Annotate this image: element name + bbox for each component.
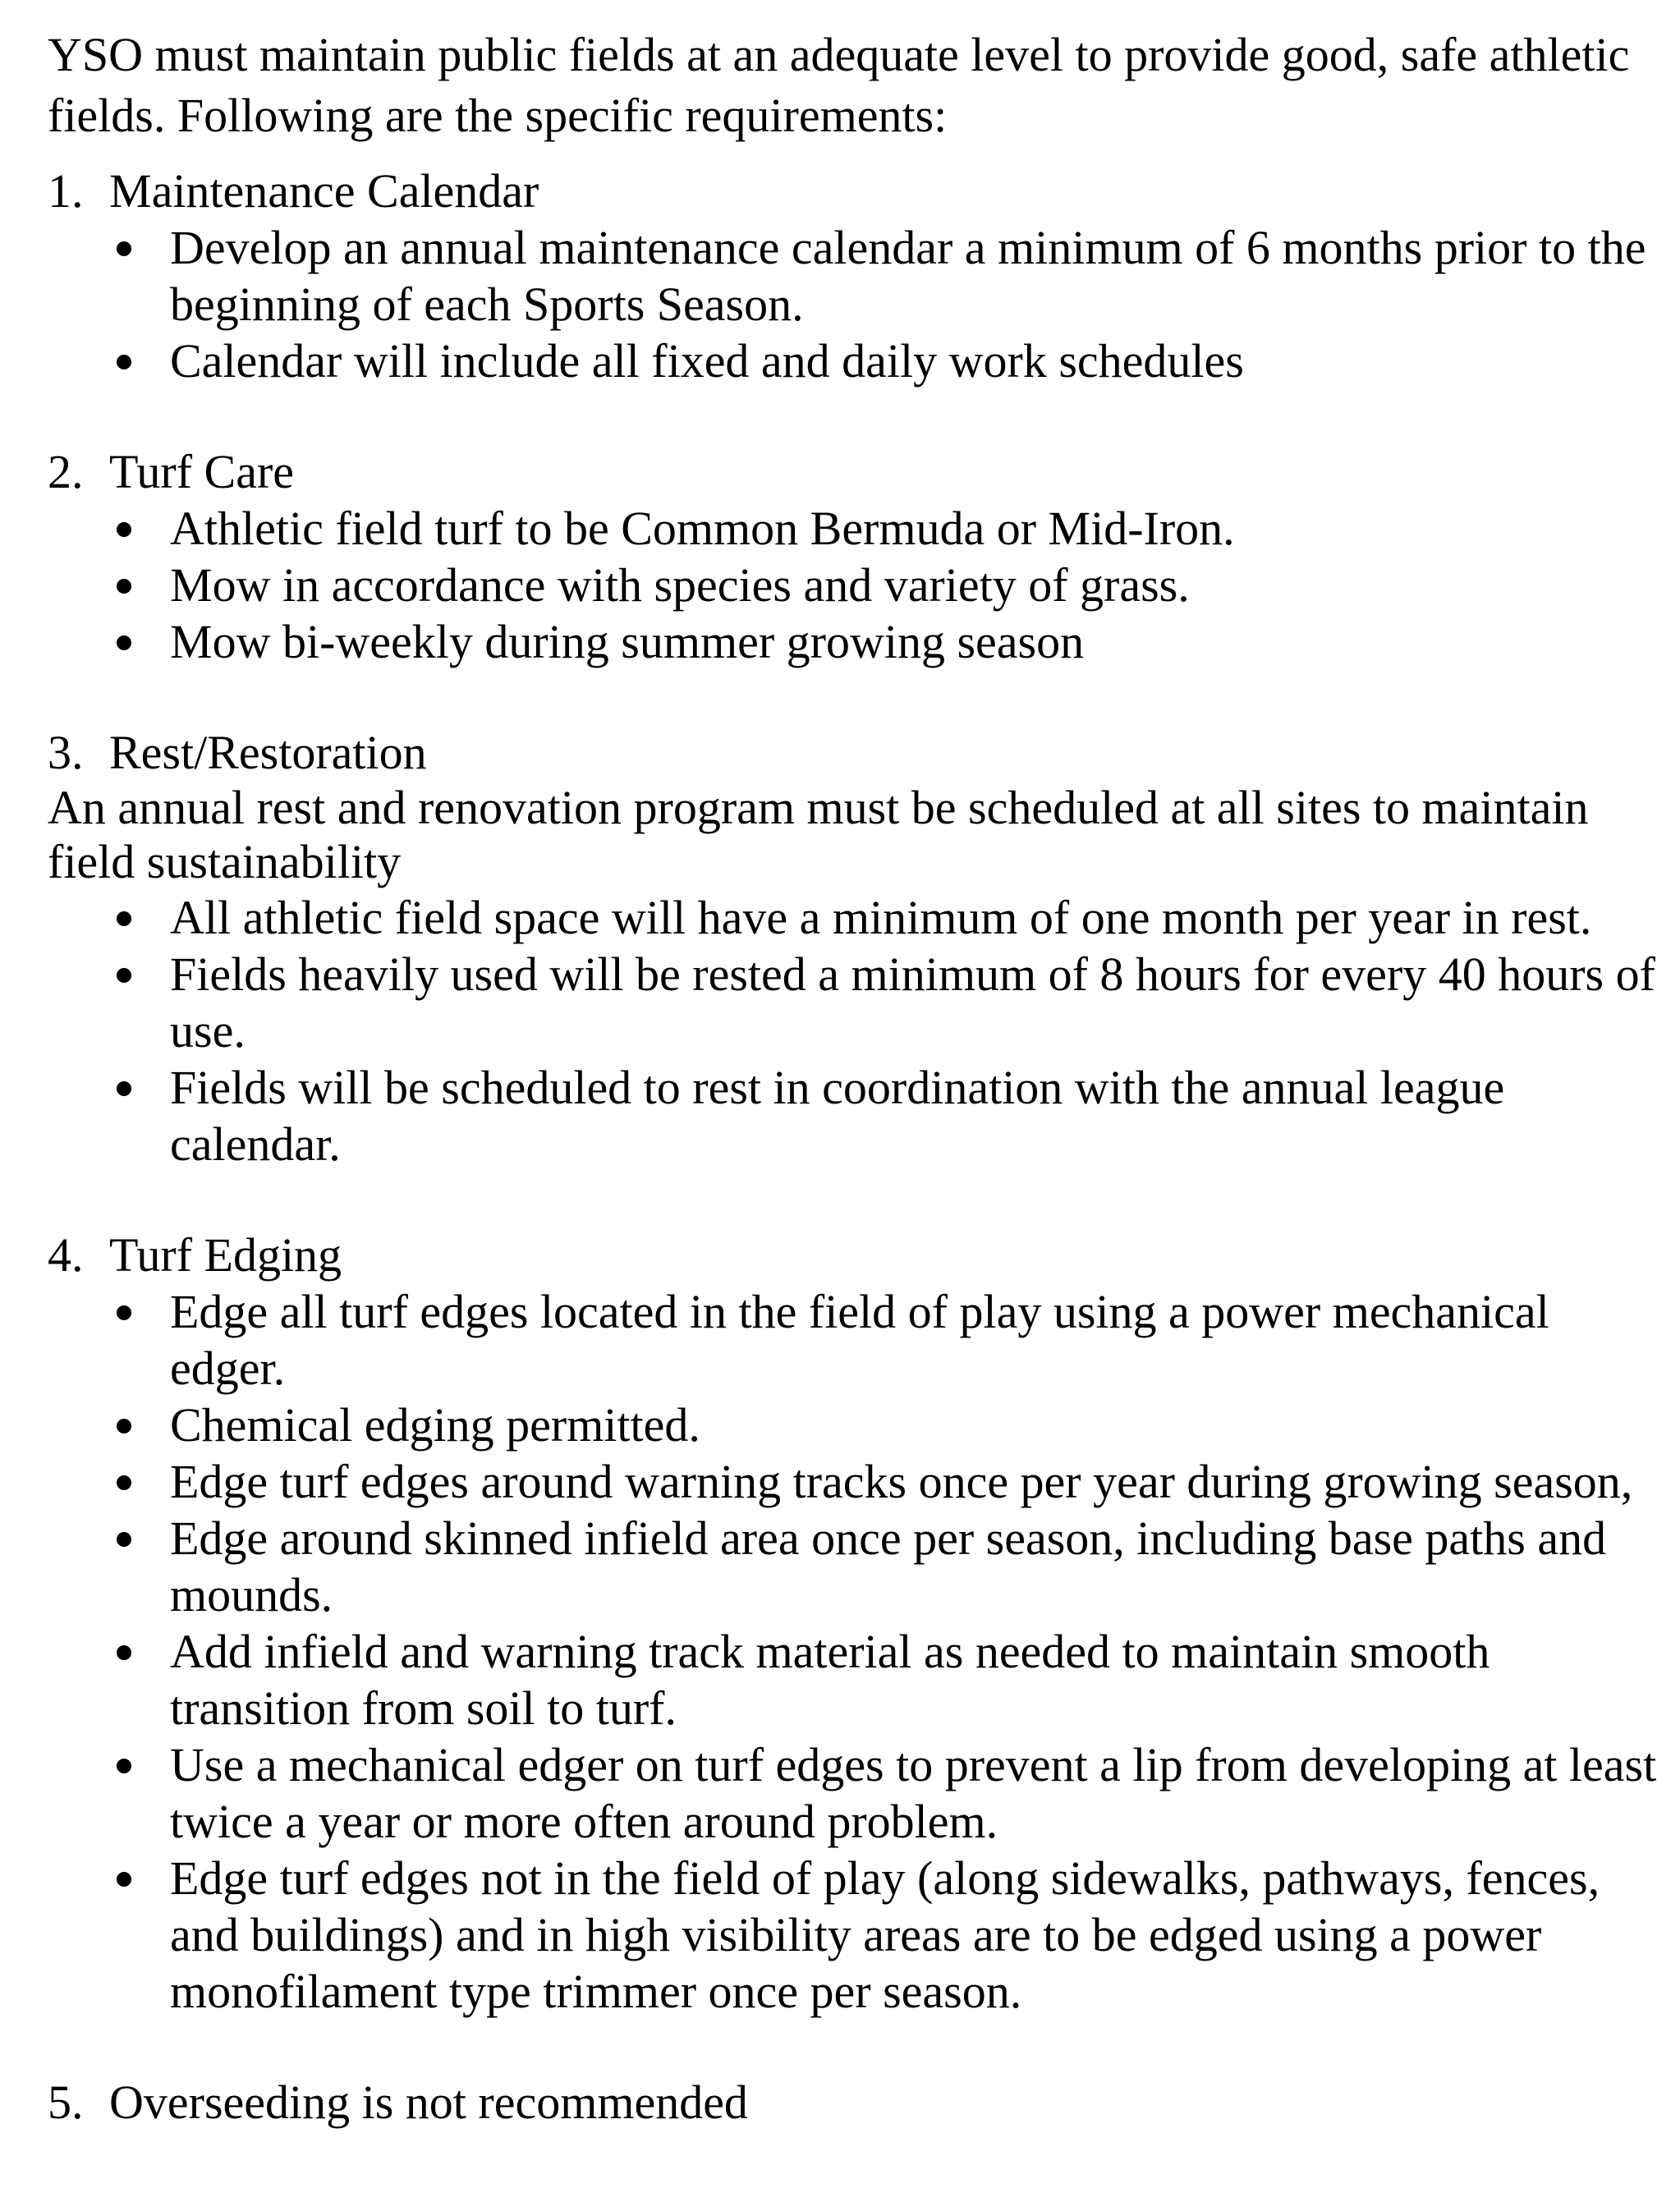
bullet-text: Chemical edging permitted.: [170, 1398, 700, 1452]
bullet-icon: [117, 1759, 131, 1773]
bullet-item: [48, 889, 1657, 946]
section-description: An annual rest and renovation program must be scheduled at all sites to maintain field sustainability: [48, 781, 1589, 888]
section-number: 1.: [48, 164, 84, 218]
bullet-icon: [117, 1872, 131, 1887]
section-number: 5.: [48, 2076, 84, 2129]
bullet-icon: [117, 241, 131, 256]
bullet-icon: [117, 968, 131, 983]
bullet-text: Edge around skinned infield area once per season, including base paths and mounds.: [170, 1511, 1607, 1622]
bullet-list: [48, 219, 1657, 389]
section-turf-edging: [48, 1227, 1657, 2020]
bullet-icon: [117, 579, 131, 594]
section-title: Maintenance Calendar: [109, 164, 539, 218]
bullet-text: Athletic field turf to be Common Bermuda or Mid-Iron.: [170, 502, 1235, 555]
section-title: Turf Care: [109, 445, 295, 498]
bullet-item: [48, 1397, 1657, 1453]
section-rest-restoration: [48, 724, 1657, 1172]
section-number: 3.: [48, 726, 84, 779]
bullet-text: Mow in accordance with species and variety of grass.: [170, 558, 1190, 612]
bullet-text: Calendar will include all fixed and daily work schedules: [170, 334, 1244, 388]
bullet-text: Develop an annual maintenance calendar a minimum of 6 months prior to the beginning of each Sports Season.: [170, 221, 1646, 331]
bullet-item: [48, 333, 1657, 389]
bullet-list: [48, 1283, 1657, 2020]
bullet-icon: [117, 1475, 131, 1490]
bullet-icon: [117, 522, 131, 537]
section-title: Overseeding is not recommended: [109, 2076, 748, 2129]
bullet-icon: [117, 635, 131, 650]
bullet-list: [48, 500, 1657, 670]
section-heading: [48, 724, 1657, 781]
bullet-item: [48, 1510, 1657, 1623]
section-heading: [48, 1227, 1657, 1283]
bullet-item: [48, 1623, 1657, 1736]
bullet-icon: [117, 1081, 131, 1096]
section-title: Turf Edging: [109, 1228, 342, 1282]
bullet-icon: [117, 355, 131, 369]
bullet-item: [48, 557, 1657, 613]
bullet-text: Add infield and warning track material as needed to maintain smooth transition from soil to turf.: [170, 1625, 1490, 1735]
bullet-item: [48, 1059, 1657, 1172]
bullet-text: Edge turf edges around warning tracks once per year during growing season,: [170, 1455, 1633, 1508]
bullet-icon: [117, 911, 131, 926]
bullet-item: [48, 1850, 1657, 2020]
bullet-item: [48, 500, 1657, 557]
bullet-icon: [117, 1305, 131, 1320]
bullet-item: [48, 946, 1657, 1059]
bullet-text: Use a mechanical edger on turf edges to prevent a lip from developing at least twice a year or more often around problem.: [170, 1738, 1657, 1848]
bullet-icon: [117, 1645, 131, 1660]
section-turf-care: [48, 443, 1657, 670]
document-body: [48, 25, 1657, 2131]
section-heading: [48, 443, 1657, 500]
intro-paragraph: YSO must maintain public fields at an adequate level to provide good, safe athletic fields. Following are the specific requirements:: [48, 28, 1630, 142]
section-overseeding: [48, 2074, 1657, 2131]
bullet-text: Fields heavily used will be rested a minimum of 8 hours for every 40 hours of use.: [170, 947, 1655, 1057]
section-number: 2.: [48, 445, 84, 498]
bullet-item: [48, 1283, 1657, 1397]
bullet-item: [48, 1453, 1657, 1510]
section-title: Rest/Restoration: [109, 726, 427, 779]
bullet-list: [48, 889, 1657, 1172]
section-number: 4.: [48, 1228, 84, 1282]
bullet-icon: [117, 1532, 131, 1547]
section-maintenance-calendar: [48, 163, 1657, 389]
section-heading: [48, 2074, 1657, 2131]
bullet-text: Edge turf edges not in the field of play (along sidewalks, pathways, fences, and buildings) and in high visibility areas are to be edged using a power monofilament type trimmer once per season.: [170, 1851, 1600, 2018]
bullet-icon: [117, 1419, 131, 1433]
bullet-item: [48, 613, 1657, 670]
bullet-text: Fields will be scheduled to rest in coordination with the annual league calendar.: [170, 1061, 1505, 1171]
bullet-text: All athletic field space will have a minimum of one month per year in rest.: [170, 891, 1592, 944]
section-heading: [48, 163, 1657, 219]
bullet-text: Mow bi-weekly during summer growing season: [170, 615, 1085, 668]
bullet-item: [48, 219, 1657, 333]
bullet-item: [48, 1736, 1657, 1850]
bullet-text: Edge all turf edges located in the field of play using a power mechanical edger.: [170, 1285, 1549, 1395]
